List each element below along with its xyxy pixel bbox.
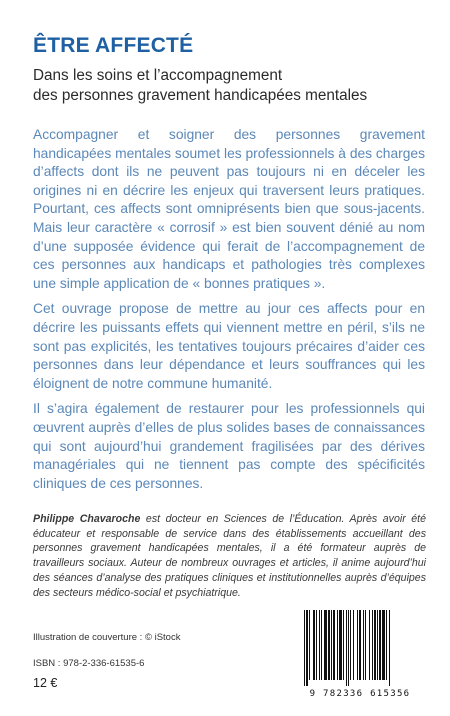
barcode-bar <box>353 610 354 680</box>
barcode-bar <box>333 610 335 680</box>
barcode-bar <box>316 610 317 680</box>
book-title: ÊTRE AFFECTÉ <box>33 34 194 57</box>
blurb-paragraph-2: Cet ouvrage propose de mettre au jour ces affects pour en décrire les puissants effets qui viennent mettre en péril, s’ils ne sont pas explicités, les tentatives toujours précaires d’aider ces personnes dans leur dépendance et leurs souffrances qui les éloignent de notre commune humanité. <box>33 301 425 391</box>
barcode-number: 9 782336 615356 <box>309 689 411 699</box>
barcode-bar <box>319 610 320 680</box>
author-bio <box>33 512 426 600</box>
barcode-bar <box>321 610 322 680</box>
barcode-bar <box>382 610 385 680</box>
barcode-bar <box>359 610 361 680</box>
author-bio-text: est docteur en Sciences de l’Éducation. Après avoir été éducateur et responsable de service dans des établissements accueillant des personnes gravement handicapées mentales, il a été formateur auprès de travailleurs sociaux. Auteur de nombreux ouvrages et articles, il anime aujourd’hui des séances d’analyse des pratiques cliniques et institutionnelles auprès d’équipes des secteurs médico-social et psychiatrique. <box>33 513 426 599</box>
barcode-bar <box>372 610 373 680</box>
book-subtitle <box>33 66 423 106</box>
barcode-bar <box>377 610 378 680</box>
barcode-bar <box>357 610 358 680</box>
barcode-bar <box>350 610 351 680</box>
barcode-bar <box>374 610 376 680</box>
barcode-bar <box>306 610 308 686</box>
cover-credit: Illustration de couverture : © iStock <box>33 632 181 643</box>
barcode-bar <box>304 610 305 686</box>
barcode-bar <box>328 610 330 680</box>
barcode-bars <box>296 606 424 688</box>
barcode-bar <box>379 610 381 680</box>
barcode-bar <box>365 610 366 680</box>
blurb-paragraph-3: Il s’agira également de restaurer pour les professionnels qui œuvrent auprès d’elles de plus solides bases de connaissances qui sont aujourd’hui grandement fragilisées par des dérives managériales qui ne tiennent pas compte des spécificités cliniques de ces personnes. <box>33 401 425 491</box>
blurb-paragraph-1: Accompagner et soigner des personnes gravement handicapées mentales soumet les professionnels à des charges d’affects dont ils ne peuvent pas toujours ni en déceler les origines ni en décrire les enjeux qui traversent leurs pratiques. Pourtant, ces affects sont omniprésents bien que sous-jacents. Mais leur caractère « corrosif » est bien souvent dénié au nom d’une supposée évidence qui ferait de l’accompagnement de ces personnes aux handicaps et pathologies très complexes une simple application de « bonnes pratiques ». <box>33 127 425 291</box>
barcode-bar <box>363 610 364 680</box>
barcode-bar <box>369 610 370 680</box>
barcode-bar <box>324 610 327 680</box>
barcode-bar <box>313 610 315 680</box>
barcode <box>296 606 424 698</box>
author-name: Philippe Chavaroche <box>33 513 141 525</box>
barcode-bar <box>309 610 310 680</box>
barcode-bar <box>337 610 338 680</box>
barcode-bar <box>386 610 387 680</box>
isbn: ISBN : 978-2-336-61535-6 <box>33 658 145 669</box>
barcode-bar <box>346 610 347 686</box>
barcode-bar <box>339 610 342 680</box>
barcode-bar <box>331 610 332 680</box>
price: 12 € <box>33 676 58 690</box>
subtitle-line-2: des personnes gravement handicapées mentales <box>33 87 368 104</box>
subtitle-line-1: Dans les soins et l’accompagnement <box>33 67 283 84</box>
blurb <box>33 126 425 500</box>
barcode-bar <box>389 610 390 686</box>
barcode-bar <box>348 610 349 686</box>
barcode-bar <box>343 610 344 680</box>
